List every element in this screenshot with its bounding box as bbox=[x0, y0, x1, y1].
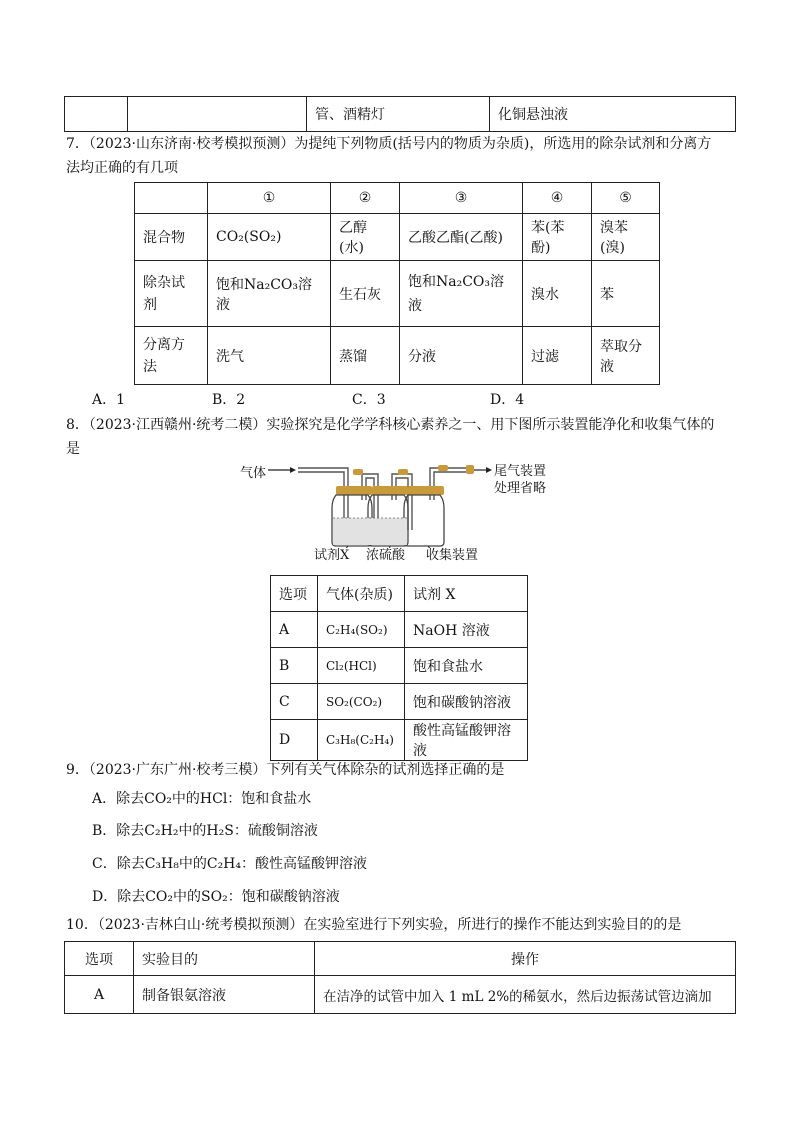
table-row bbox=[65, 976, 736, 1014]
gas-purification-apparatus bbox=[240, 460, 570, 565]
option-c[interactable]: C．除去C₃H₈中的C₂H₄：酸性高锰酸钾溶液 bbox=[92, 856, 368, 872]
fig-label-tail-2: 处理省略 bbox=[494, 481, 547, 496]
table-header: ④ bbox=[523, 183, 592, 214]
prev-table-cell bbox=[65, 97, 128, 132]
table-cell: 萃取分液 bbox=[592, 327, 660, 385]
option-a[interactable]: A．1 bbox=[92, 392, 126, 408]
row-label-line: 法 bbox=[143, 358, 157, 375]
cell-line: 饱和Na₂CO₃溶 bbox=[408, 273, 505, 290]
row-label bbox=[135, 261, 208, 327]
option-b[interactable]: B．2 bbox=[212, 392, 246, 408]
table-cell: 分液 bbox=[400, 327, 523, 385]
table-cell: 饱和Na₂CO₃溶液 bbox=[208, 261, 331, 327]
question-10-table bbox=[64, 941, 736, 1014]
table-cell: 苯(苯酚) bbox=[523, 214, 592, 261]
table-cell: A bbox=[65, 976, 134, 1014]
table-cell: 蒸馏 bbox=[331, 327, 400, 385]
table-cell: 饱和碳酸钠溶液 bbox=[405, 684, 528, 720]
table-header: ⑤ bbox=[592, 183, 660, 214]
cell-line: 液 bbox=[408, 297, 422, 314]
table-cell: B bbox=[271, 648, 318, 684]
table-cell: C₂H₄(SO₂) bbox=[318, 612, 405, 648]
row-label bbox=[135, 327, 208, 385]
table-cell: C₃H₈(C₂H₄) bbox=[318, 720, 405, 761]
prev-table-cell: 化铜悬浊液 bbox=[490, 97, 736, 132]
option-d[interactable]: D．除去CO₂中的SO₂：饱和碳酸钠溶液 bbox=[92, 889, 340, 905]
option-b[interactable]: B．除去C₂H₂中的H₂S：硫酸铜溶液 bbox=[92, 823, 318, 839]
fig-label-collector: 收集装置 bbox=[426, 548, 479, 563]
table-header: 实验目的 bbox=[134, 942, 315, 976]
table-cell: CO₂(SO₂) bbox=[208, 214, 331, 261]
question-7-table bbox=[134, 182, 660, 385]
table-cell: 在洁净的试管中加入 1 mL 2%的稀氨水，然后边振荡试管边滴加 bbox=[315, 976, 736, 1014]
fig-label-tail-1: 尾气装置 bbox=[494, 464, 547, 479]
table-cell: 溴水 bbox=[523, 261, 592, 327]
table-cell: 制备银氨溶液 bbox=[134, 976, 315, 1014]
question-10-stem: 10．（2023·吉林白山·统考模拟预测）在实验室进行下列实验，所进行的操作不能达到实验目的的是 bbox=[66, 917, 682, 933]
prev-table-cell bbox=[128, 97, 307, 132]
prev-question-table bbox=[64, 96, 736, 132]
table-header: ② bbox=[331, 183, 400, 214]
question-8-stem-cont: 是 bbox=[66, 441, 80, 457]
table-cell: C bbox=[271, 684, 318, 720]
question-7-stem: 7．（2023·山东济南·校考模拟预测）为提纯下列物质(括号内的物质为杂质)，所选用的除杂试剂和分离方 bbox=[66, 136, 712, 152]
table-header: ③ bbox=[400, 183, 523, 214]
option-a[interactable]: A．除去CO₂中的HCl：饱和食盐水 bbox=[92, 791, 312, 807]
table-cell bbox=[400, 261, 523, 327]
table-row bbox=[271, 612, 528, 648]
table-row bbox=[271, 684, 528, 720]
fig-label-reagent-x: 试剂X bbox=[314, 548, 350, 563]
table-cell: Cl₂(HCl) bbox=[318, 648, 405, 684]
table-cell: 酸性高锰酸钾溶液 bbox=[405, 720, 528, 761]
table-header: 气体(杂质) bbox=[318, 576, 405, 612]
question-8-table bbox=[270, 575, 528, 761]
question-8-stem: 8．（2023·江西赣州·统考二模）实验探究是化学学科核心素养之一、用下图所示装置能净化和收集气体的 bbox=[66, 417, 715, 433]
table-row bbox=[271, 648, 528, 684]
fig-label-gas: 气体 bbox=[240, 466, 267, 481]
table-cell: 乙醇(水) bbox=[331, 214, 400, 261]
table-row bbox=[271, 720, 528, 761]
table-cell: 溴苯(溴) bbox=[592, 214, 660, 261]
option-d[interactable]: D．4 bbox=[490, 392, 525, 408]
row-label-line: 分离方 bbox=[143, 336, 185, 353]
question-9-stem: 9．（2023·广东广州·校考三模）下列有关气体除杂的试剂选择正确的是 bbox=[66, 762, 505, 778]
table-cell: 生石灰 bbox=[331, 261, 400, 327]
table-header: 选项 bbox=[271, 576, 318, 612]
option-c[interactable]: C．3 bbox=[352, 392, 386, 408]
row-label-line: 剂 bbox=[143, 296, 157, 313]
table-cell: NaOH 溶液 bbox=[405, 612, 528, 648]
table-cell: SO₂(CO₂) bbox=[318, 684, 405, 720]
table-cell bbox=[135, 183, 208, 214]
table-cell: 洗气 bbox=[208, 327, 331, 385]
table-header: 操作 bbox=[315, 942, 736, 976]
row-label-line: 除杂试 bbox=[143, 274, 185, 291]
table-header: 试剂 X bbox=[405, 576, 528, 612]
apparatus-drawing bbox=[240, 460, 570, 548]
question-7-stem-cont: 法均正确的有几项 bbox=[66, 160, 178, 176]
table-cell: A bbox=[271, 612, 318, 648]
table-cell: 过滤 bbox=[523, 327, 592, 385]
prev-table-cell: 管、酒精灯 bbox=[307, 97, 490, 132]
table-cell: D bbox=[271, 720, 318, 761]
table-cell: 乙酸乙酯(乙酸) bbox=[400, 214, 523, 261]
table-cell: 苯 bbox=[592, 261, 660, 327]
table-header: ① bbox=[208, 183, 331, 214]
fig-label-conc-sulfuric: 浓硫酸 bbox=[366, 548, 406, 563]
table-cell: 饱和食盐水 bbox=[405, 648, 528, 684]
table-header: 选项 bbox=[65, 942, 134, 976]
row-label: 混合物 bbox=[135, 214, 208, 261]
